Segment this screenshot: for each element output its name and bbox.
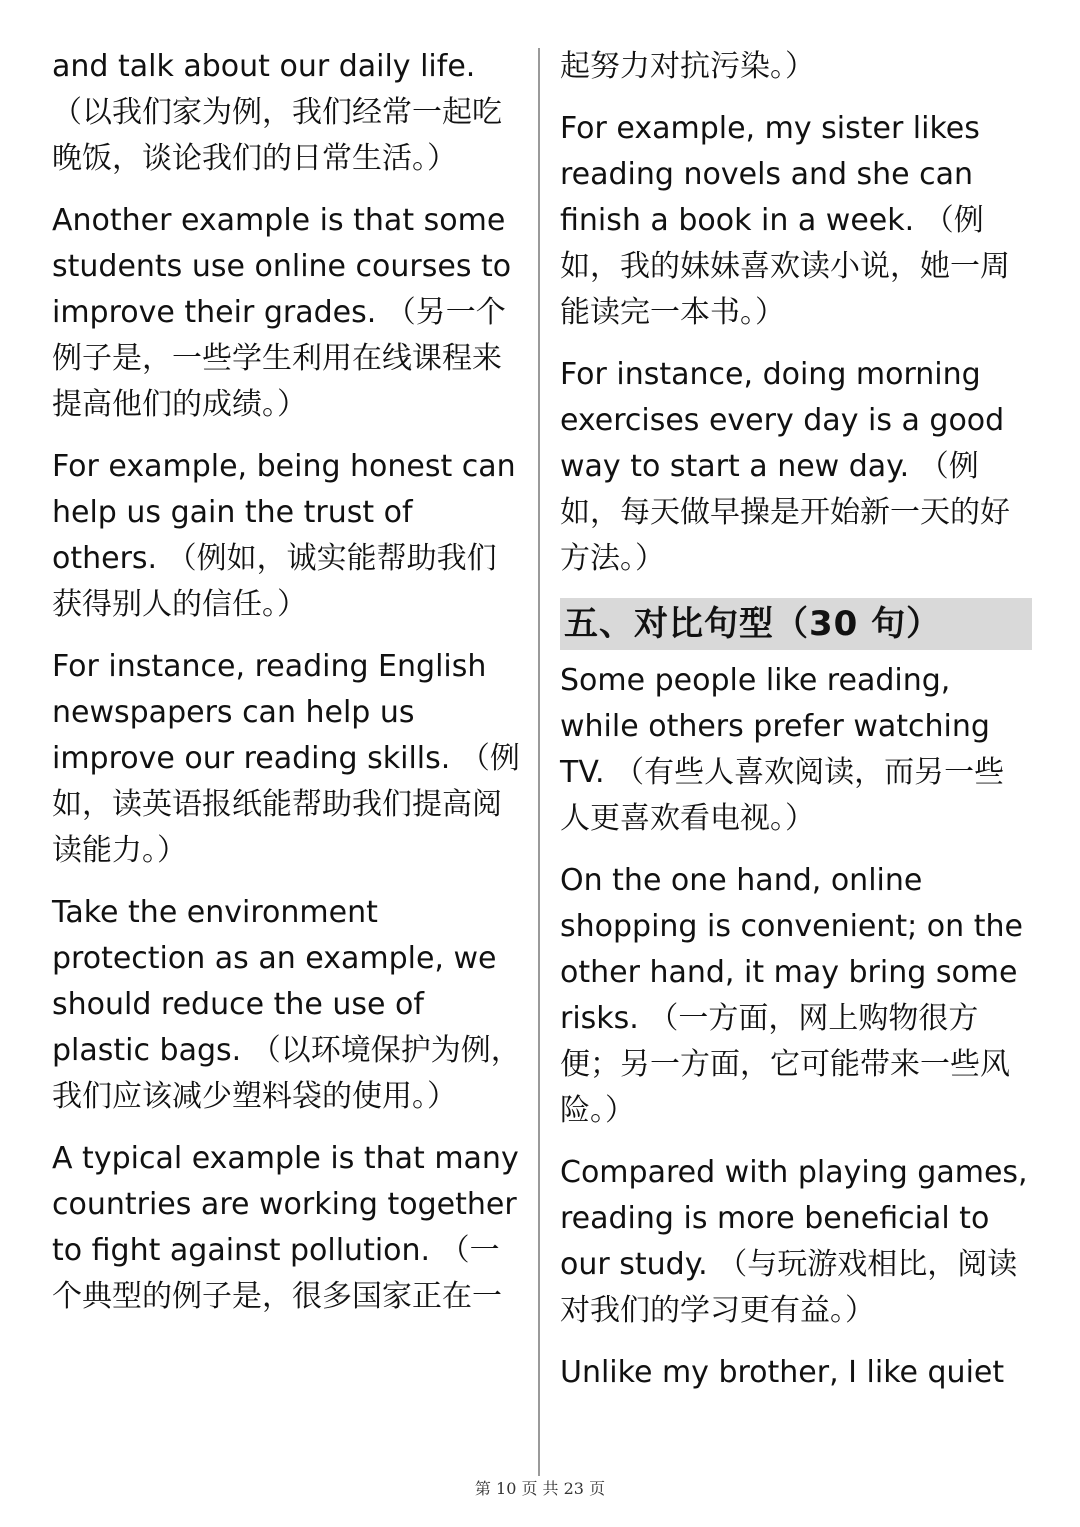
example-sentence (52, 198, 526, 428)
sentence-chinese: （与玩游戏相比，阅读对我们的学习更有益。） (560, 1247, 1018, 1328)
sentence-english: A typical example is that many countries are working together to fight against pollution. (52, 1141, 519, 1268)
sentence-chinese: （例如，读英语报纸能帮助我们提高阅读能力。） (52, 741, 520, 868)
sentence-chinese: （另一个例子是，一些学生利用在线课程来提高他们的成绩。） (52, 295, 506, 422)
sentence-chinese: （以我们家为例，我们经常一起吃晚饭，谈论我们的日常生活。） (52, 95, 502, 176)
example-sentence (560, 352, 1032, 582)
sentence-chinese: （例如，诚实能帮助我们获得别人的信任。） (52, 541, 497, 622)
sentence-chinese: 起努力对抗污染。） (560, 49, 815, 84)
example-sentence (560, 1150, 1032, 1334)
example-sentence (52, 890, 526, 1120)
sentence-english: For instance, doing morning exercises every day is a good way to start a new day. (560, 357, 1005, 484)
sentence-english: Unlike my brother, I like quiet (560, 1355, 1005, 1390)
example-sentence (52, 444, 526, 628)
example-sentence (560, 858, 1032, 1134)
right-column (560, 44, 1032, 1412)
sentence-english: On the one hand, online shopping is convenient; on the other hand, it may bring some risks. (560, 863, 1023, 1036)
sentence-english: Some people like reading, while others prefer watching TV. (560, 663, 990, 790)
sentence-english: Compared with playing games, reading is more beneficial to our study. (560, 1155, 1028, 1282)
sentence-english: For instance, reading English newspapers can help us improve our reading skills. (52, 649, 487, 776)
sentence-chinese: （例如，每天做早操是开始新一天的好方法。） (560, 449, 1010, 576)
sentence-chinese: （例如，我的妹妹喜欢读小说，她一周能读完一本书。） (560, 203, 1010, 330)
sentence-chinese: （以环境保护为例，我们应该减少塑料袋的使用。） (52, 1033, 521, 1114)
sentence-english: Another example is that some students use online courses to improve their grades. (52, 203, 512, 330)
left-column (52, 44, 526, 1336)
continued-paragraph (52, 44, 526, 182)
sentence-chinese: （有些人喜欢阅读，而另一些人更喜欢看电视。） (560, 755, 1005, 836)
example-sentence (560, 1350, 1032, 1396)
page-footer: 第 10 页 共 23 页 (474, 1479, 606, 1498)
example-sentence (52, 644, 526, 874)
sentence-english: and talk about our daily life. (52, 49, 476, 84)
example-sentence (560, 658, 1032, 842)
example-sentence (52, 1136, 526, 1320)
continued-paragraph (560, 44, 1032, 90)
sentence-english: For example, my sister likes reading novels and she can finish a book in a week. (560, 111, 980, 238)
sentence-chinese: （一方面，网上购物很方便；另一方面，它可能带来一些风险。） (560, 1001, 1010, 1128)
section-heading: 五、对比句型（30 句） (560, 598, 1032, 650)
column-divider (538, 48, 540, 1476)
sentence-chinese: （一个典型的例子是，很多国家正在一 (52, 1233, 502, 1314)
sentence-english: For example, being honest can help us gain the trust of others. (52, 449, 516, 576)
example-sentence (560, 106, 1032, 336)
sentence-english: Take the environment protection as an example, we should reduce the use of plastic bags. (52, 895, 497, 1068)
